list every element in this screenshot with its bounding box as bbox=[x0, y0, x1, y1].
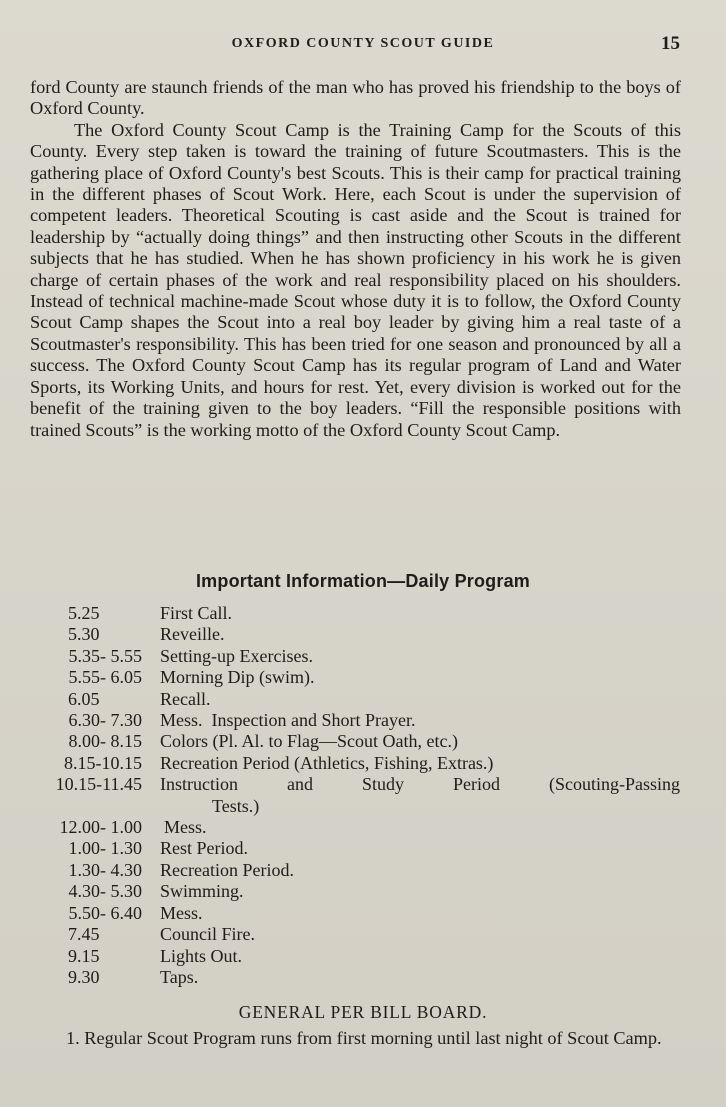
schedule-time: 9.15 bbox=[68, 945, 100, 966]
schedule-activity: Recall. bbox=[160, 688, 211, 709]
schedule-activity: Setting-up Exercises. bbox=[160, 645, 313, 666]
schedule-activity: Mess. bbox=[164, 817, 207, 838]
schedule-time: 5.35- 5.55 bbox=[68, 645, 142, 666]
paragraph-scout-camp: The Oxford County Scout Camp is the Training Camp for the Scouts of this County. Every step taken is toward the training of future Scoutmasters. This is the gathering place of Oxford County's best Scouts. This is their camp for practical training in the different phases of Scout Work. Here, each Scout is under the supervision of competent leaders. Theoretical Scouting is cast aside and the Scout is trained for leadership by “actually doing things” and then instructing other Scouts in the different subjects that he has studied. When he has shown proficiency in his work he is given charge of certain phases of the work and real responsibility placed on his shoulders. Instead of technical machine-made Scout whose duty it is to follow, the Oxford County Scout Camp shapes the Scout into a real boy leader by giving him a real taste of a Scoutmaster's responsibility. This has been tried for one season and pronounced by all a success. The Oxford County Scout Camp has its regular program of Land and Water Sports, its Working Units, and hours for rest. Yet, every division is worked out for the benefit of the training given to the boy leaders. “Fill the responsible positions with trained Scouts” is the working motto of the Oxford County Scout Camp. bbox=[30, 119, 681, 440]
schedule-row bbox=[40, 838, 680, 859]
daily-program-heading: Important Information—Daily Program bbox=[195, 571, 531, 591]
schedule-time: 6.05 bbox=[68, 688, 100, 709]
paragraph-continued: ford County are staunch friends of the man who has proved his friendship to the boys of Oxford County. bbox=[30, 77, 681, 119]
schedule-activity bbox=[160, 774, 680, 817]
schedule-row bbox=[40, 731, 680, 752]
schedule-time: 1.00- 1.30 bbox=[68, 838, 142, 859]
schedule-activity: Colors (Pl. Al. to Flag—Scout Oath, etc.) bbox=[160, 731, 458, 752]
schedule-row bbox=[40, 689, 680, 710]
schedule-time: 6.30- 7.30 bbox=[68, 710, 142, 731]
schedule-activity: Taps. bbox=[160, 966, 199, 987]
schedule-time: 4.30- 5.30 bbox=[68, 881, 142, 902]
schedule-row bbox=[40, 817, 680, 838]
schedule-row bbox=[40, 946, 680, 967]
schedule-activity: Recreation Period (Athletics, Fishing, Extras.) bbox=[160, 752, 494, 773]
daily-program-schedule bbox=[40, 603, 680, 988]
running-title: OXFORD COUNTY SCOUT GUIDE bbox=[231, 36, 495, 51]
schedule-time: 12.00- 1.00 bbox=[59, 817, 142, 838]
schedule-time: 5.25 bbox=[68, 603, 100, 623]
bill-board-item-1: 1. Regular Scout Program runs from first morning until last night of Scout Camp. bbox=[66, 1028, 662, 1048]
schedule-time: 5.30 bbox=[68, 624, 100, 645]
schedule-row bbox=[40, 774, 680, 817]
schedule-activity: Lights Out. bbox=[160, 945, 243, 966]
schedule-row bbox=[40, 603, 680, 624]
schedule-activity: Mess. bbox=[160, 902, 203, 923]
schedule-row bbox=[40, 753, 680, 774]
schedule-activity: Swimming. bbox=[160, 881, 244, 902]
bill-board-text bbox=[30, 1028, 678, 1049]
schedule-activity: Reveille. bbox=[160, 624, 225, 645]
schedule-row bbox=[40, 624, 680, 645]
schedule-row bbox=[40, 710, 680, 731]
schedule-activity-continued: Tests.) bbox=[212, 795, 260, 816]
schedule-row bbox=[40, 860, 680, 881]
schedule-row bbox=[40, 924, 680, 945]
schedule-time: 8.15-10.15 bbox=[64, 752, 142, 773]
schedule-row bbox=[40, 667, 680, 688]
body-text bbox=[30, 77, 681, 441]
schedule-time: 8.00- 8.15 bbox=[68, 731, 142, 752]
schedule-activity: Council Fire. bbox=[160, 924, 255, 945]
running-head bbox=[0, 33, 726, 58]
schedule-row bbox=[40, 646, 680, 667]
bill-board-heading: GENERAL PER BILL BOARD. bbox=[238, 1002, 488, 1022]
schedule-activity-line: Instruction and Study Period (Scouting-Passing bbox=[160, 774, 680, 795]
schedule-time: 1.30- 4.30 bbox=[68, 859, 142, 880]
schedule-row bbox=[40, 881, 680, 902]
schedule-time: 7.45 bbox=[68, 924, 100, 945]
schedule-time: 10.15-11.45 bbox=[55, 774, 142, 795]
schedule-time: 5.50- 6.40 bbox=[68, 902, 142, 923]
schedule-activity: Recreation Period. bbox=[160, 859, 294, 880]
schedule-row bbox=[40, 967, 680, 988]
schedule-time: 9.30 bbox=[68, 966, 100, 987]
page-number: 15 bbox=[661, 33, 680, 54]
schedule-row bbox=[40, 903, 680, 924]
schedule-activity: Morning Dip (swim). bbox=[160, 667, 315, 688]
schedule-activity: Rest Period. bbox=[160, 838, 248, 859]
schedule-time: 5.55- 6.05 bbox=[68, 667, 142, 688]
schedule-activity: Mess. Inspection and Short Prayer. bbox=[160, 710, 416, 731]
schedule-activity: First Call. bbox=[160, 603, 233, 623]
